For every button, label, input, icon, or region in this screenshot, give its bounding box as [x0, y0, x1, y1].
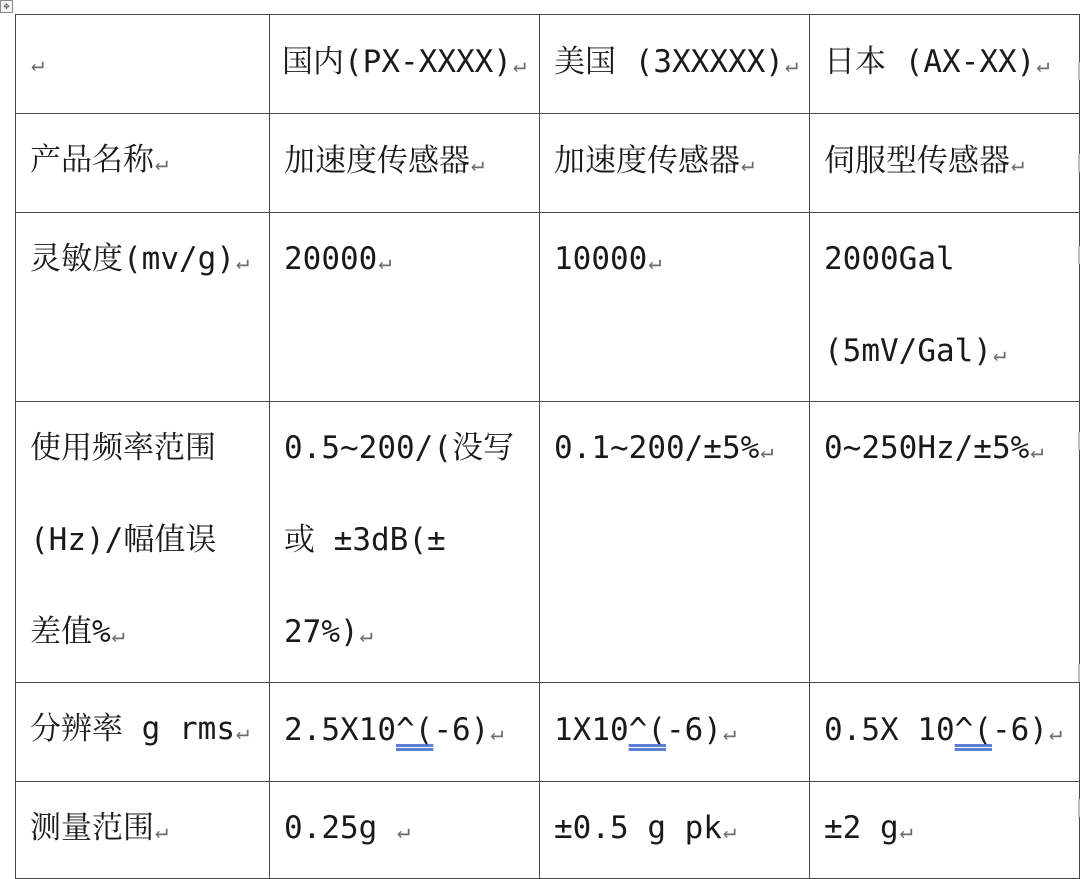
- table-cell[interactable]: 0.25g ↵: [270, 782, 540, 879]
- table-cell[interactable]: 2000Gal (5mV/Gal)↵: [810, 213, 1080, 402]
- row-label-cell[interactable]: 使用频率范围 (Hz)/幅值误 差值%↵: [16, 402, 270, 683]
- paragraph-mark: ↵: [490, 721, 504, 746]
- paragraph-mark: ↵: [155, 151, 169, 176]
- spellcheck-underline: ^(: [395, 712, 434, 748]
- table-cell[interactable]: 加速度传感器↵: [540, 114, 810, 213]
- paragraph-mark: ↵: [722, 721, 737, 746]
- table-cell[interactable]: 0.5~200/(没写 或 ±3dB(± 27%)↵: [270, 402, 540, 683]
- paragraph-mark: ↵: [111, 623, 125, 648]
- table-row-frequency-range: [16, 402, 1080, 683]
- paragraph-mark: ↵: [378, 250, 392, 275]
- comparison-table: [15, 14, 1080, 879]
- table-row-sensitivity: [16, 213, 1080, 402]
- header-cell-japan[interactable]: 日本 (AX-XX)↵: [810, 15, 1080, 114]
- paragraph-mark: ↵: [741, 152, 755, 177]
- table-cell[interactable]: 20000↵: [270, 213, 540, 402]
- spellcheck-underline: ^(: [628, 712, 666, 748]
- row-label-cell[interactable]: 分辨率 g rms↵: [16, 683, 270, 782]
- paragraph-mark: ↵: [1048, 721, 1063, 746]
- header-cell-domestic[interactable]: 国内(PX-XXXX)↵: [270, 15, 540, 114]
- table-cell[interactable]: 伺服型传感器↵: [810, 114, 1080, 213]
- paragraph-mark: ↵: [235, 250, 250, 275]
- paragraph-mark: ↵: [512, 53, 527, 78]
- paragraph-mark: ↵: [992, 342, 1007, 367]
- paragraph-mark: ↵: [1011, 152, 1025, 177]
- table-cell[interactable]: 0~250Hz/±5%↵: [810, 402, 1080, 683]
- paragraph-mark: ↵: [396, 819, 411, 844]
- table-row-measurement-range: [16, 782, 1080, 879]
- paragraph-mark: ↵: [648, 250, 662, 275]
- table-cell[interactable]: 10000↵: [540, 213, 810, 402]
- header-cell-empty[interactable]: [16, 15, 270, 114]
- table-cell[interactable]: 加速度传感器↵: [270, 114, 540, 213]
- spellcheck-underline: ^(: [954, 712, 992, 748]
- table-cell[interactable]: ±0.5 g pk↵: [540, 782, 810, 879]
- table-cell[interactable]: 1X10^(-6)↵: [540, 683, 810, 782]
- row-label-cell[interactable]: 测量范围↵: [16, 782, 270, 879]
- row-label-cell[interactable]: 产品名称↵: [16, 114, 270, 213]
- table-cell[interactable]: ±2 g↵: [810, 782, 1080, 879]
- header-cell-usa[interactable]: 美国 (3XXXXX)↵: [540, 15, 810, 114]
- table-header-row: [16, 15, 1080, 114]
- table-move-handle[interactable]: ✥: [0, 0, 13, 13]
- table-cell[interactable]: 0.5X 10^(-6)↵: [810, 683, 1080, 782]
- table-cell[interactable]: 2.5X10^(-6)↵: [270, 683, 540, 782]
- paragraph-mark: ↵: [359, 623, 373, 648]
- paragraph-mark: ↵: [235, 720, 250, 745]
- paragraph-mark: ↵: [1036, 53, 1050, 78]
- paragraph-mark: ↵: [899, 819, 913, 844]
- paragraph-mark: ↵: [784, 53, 799, 78]
- paragraph-mark: ↵: [1030, 439, 1044, 464]
- paragraph-mark: ↵: [155, 819, 169, 844]
- paragraph-mark: ↵: [471, 152, 485, 177]
- paragraph-mark: ↵: [760, 439, 774, 464]
- paragraph-mark: ↵: [722, 819, 737, 844]
- paragraph-mark: ↵: [31, 52, 45, 77]
- row-label-cell[interactable]: 灵敏度(mv/g)↵: [16, 213, 270, 402]
- table-row-resolution: [16, 683, 1080, 782]
- table-row-product-name: [16, 114, 1080, 213]
- table-cell[interactable]: 0.1~200/±5%↵: [540, 402, 810, 683]
